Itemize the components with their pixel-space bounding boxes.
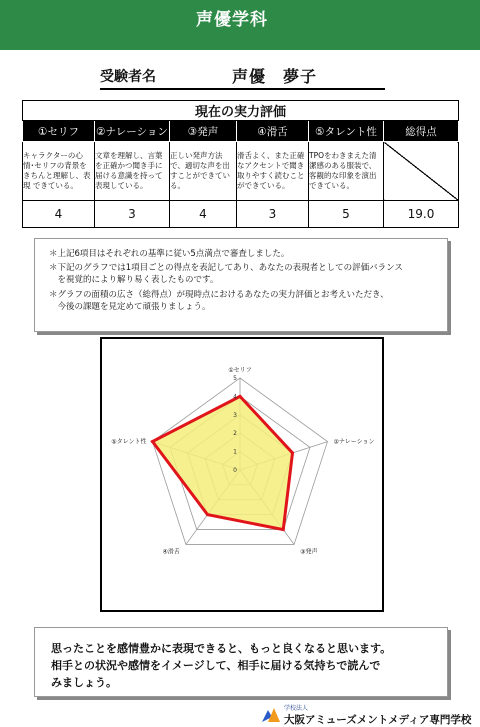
radar-category-label: ②ナレーション <box>333 438 375 446</box>
total-diagonal-cell <box>384 142 459 201</box>
note-line: ＊下記のグラフでは1項目ごとの得点を表記してあり、あなたの表現者としての評価バランス <box>49 263 403 273</box>
radar-category-label: ③発声 <box>300 548 318 556</box>
examinee-label: 受験者名 <box>100 69 156 85</box>
criteria-narration: 文章を理解し、言葉を正確かつ聞き手に届ける意識を持って表現している。 <box>95 142 170 201</box>
note-line: を視覚的により解り易く表したものです。 <box>49 275 219 285</box>
notes-box <box>34 238 448 332</box>
radar-chart <box>102 339 382 610</box>
comment-line: みましょう。 <box>51 676 117 689</box>
radar-tick-label: 3 <box>233 411 237 419</box>
footer-school <box>262 705 472 726</box>
note-line: ＊上記6項目はそれぞれの基準に従い5点満点で審査しました。 <box>49 249 290 259</box>
radar-tick-label: 2 <box>233 430 237 438</box>
score-serifu: 4 <box>23 201 95 228</box>
radar-category-label: ④滑舌 <box>162 548 180 556</box>
score-narration: 3 <box>95 201 170 228</box>
school-corp-label: 学校法人 <box>284 705 309 712</box>
header-bar <box>0 0 480 50</box>
radar-data-point <box>239 395 242 398</box>
note-line: 今後の課題を見定めて頑張りましょう。 <box>49 302 211 312</box>
radar-category-label: ①セリフ <box>228 367 252 374</box>
col-header-hassei: ③発声 <box>170 121 237 142</box>
col-header-talent: ⑤タレント性 <box>309 121 384 142</box>
criteria-hassei: 正しい発声方法で、適切な声を出すことができている。 <box>170 142 237 201</box>
radar-data-point <box>282 528 285 531</box>
radar-tick-label: 4 <box>233 393 237 401</box>
col-header-total: 総得点 <box>384 121 459 142</box>
radar-data-point <box>206 513 209 516</box>
score-total: 19.0 <box>384 201 459 228</box>
col-header-serifu: ①セリフ <box>23 121 95 142</box>
score-hassei: 4 <box>170 201 237 228</box>
evaluation-table <box>22 100 459 228</box>
school-name: 大阪アミューズメントメディア専門学校 <box>284 714 472 726</box>
radar-category-label: ⑤タレント性 <box>111 438 147 446</box>
comment-line: 相手との状況や感情をイメージして、相手に届ける気持ちで読んで <box>51 659 381 672</box>
criteria-katsuzetsu: 滑舌よく、また正確なアクセントで聞き取りやすく読むことができている。 <box>237 142 309 201</box>
radar-data-area <box>153 396 293 529</box>
radar-chart-box <box>100 337 384 612</box>
col-header-narration: ②ナレーション <box>95 121 170 142</box>
criteria-talent: TPOをわきまえた清潔感のある服装で、客観的な印象を演出できている。 <box>309 142 384 201</box>
school-logo-icon <box>262 707 280 722</box>
criteria-serifu: キャラクターの心情･セリフの背景を きちんと理解し、表現 できている。 <box>23 142 95 201</box>
radar-tick-label: 5 <box>233 375 237 382</box>
radar-tick-label: 1 <box>233 448 237 456</box>
radar-data-point <box>291 451 294 454</box>
radar-data-point <box>151 440 154 443</box>
col-header-katsuzetsu: ④滑舌 <box>237 121 309 142</box>
score-talent: 5 <box>309 201 384 228</box>
note-line: ＊グラフの面積の広さ（総得点）が現時点におけるあなたの実力評価とお考えいただき、 <box>49 290 389 300</box>
comment-line: 思ったことを感情豊かに表現できると、もっと良くなると思います。 <box>51 642 392 655</box>
score-katsuzetsu: 3 <box>237 201 309 228</box>
examinee-name: 声優 夢子 <box>232 67 318 86</box>
examinee-row <box>100 66 385 90</box>
page-title: 声優学科 <box>196 10 268 30</box>
evaluation-title: 現在の実力評価 <box>23 101 459 121</box>
comment-box <box>34 627 448 697</box>
radar-tick-label: 0 <box>233 467 237 474</box>
